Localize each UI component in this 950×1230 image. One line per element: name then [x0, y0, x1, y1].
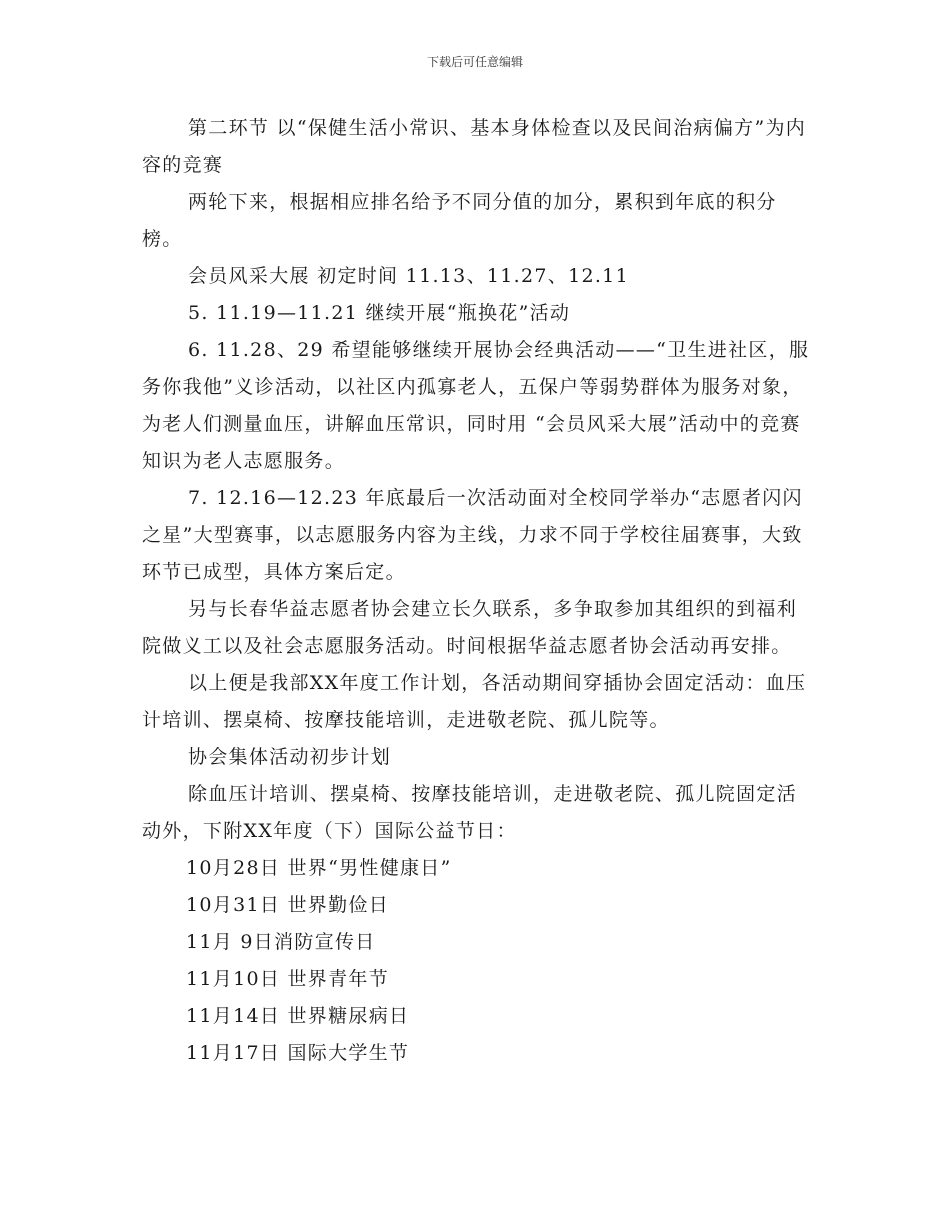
paragraph-scoring: 两轮下来，根据相应排名给予不同分值的加分，累积到年底的积分榜。: [142, 191, 777, 250]
paragraph-item-5: 5. 11.19—11.21 继续开展“瓶换花”活动: [188, 302, 571, 324]
date-line-nov-17: 11月17日 国际大学生节: [186, 1042, 410, 1064]
paragraph-collective-plan: 协会集体活动初步计划: [188, 746, 392, 768]
date-line-oct-28: 10月28日 世界“男性健康日”: [186, 857, 452, 879]
date-line-nov-9: 11月 9日消防宣传日: [186, 931, 376, 953]
document-body: [142, 110, 812, 1072]
paragraph-member-showcase: 会员风采大展 初定时间 11.13、11.27、12.11: [188, 265, 629, 287]
date-line-nov-10: 11月10日 世界青年节: [186, 968, 389, 990]
paragraph-item-6: 6. 11.28、29 希望能够继续开展协会经典活动——“卫生进社区，服务你我他”义诊活动，以社区内孤寡老人，五保户等弱势群体为服务对象，为老人们测量血压，讲解血压常识，同时用 “会员风采大展”活动中的竞赛知识为老人志愿服务。: [142, 339, 810, 472]
date-line-nov-14: 11月14日 世界糖尿病日: [186, 1005, 410, 1027]
page-header: 下载后可任意编辑: [426, 55, 523, 69]
date-line-oct-31: 10月31日 世界勤俭日: [186, 894, 389, 916]
paragraph-item-7: 7. 12.16—12.23 年底最后一次活动面对全校同学举办“志愿者闪闪之星”大型赛事，以志愿服务内容为主线，力求不同于学校往届赛事，大致环节已成型，具体方案后定。: [142, 487, 803, 583]
paragraph-summary: 以上便是我部XX年度工作计划，各活动期间穿插协会固定活动：血压计培训、摆桌椅、按摩技能培训，走进敬老院、孤儿院等。: [142, 672, 807, 731]
paragraph-partnership: 另与长春华益志愿者协会建立长久联系，多争取参加其组织的到福利院做义工以及社会志愿服务活动。时间根据华益志愿者协会活动再安排。: [142, 598, 798, 657]
paragraph-holidays-intro: 除血压计培训、摆桌椅、按摩技能培训，走进敬老院、孤儿院固定活动外，下附XX年度（下）国际公益节日：: [142, 783, 798, 842]
paragraph-section-two: 第二环节 以“保健生活小常识、基本身体检查以及民间治病偏方”为内容的竞赛: [142, 117, 807, 176]
